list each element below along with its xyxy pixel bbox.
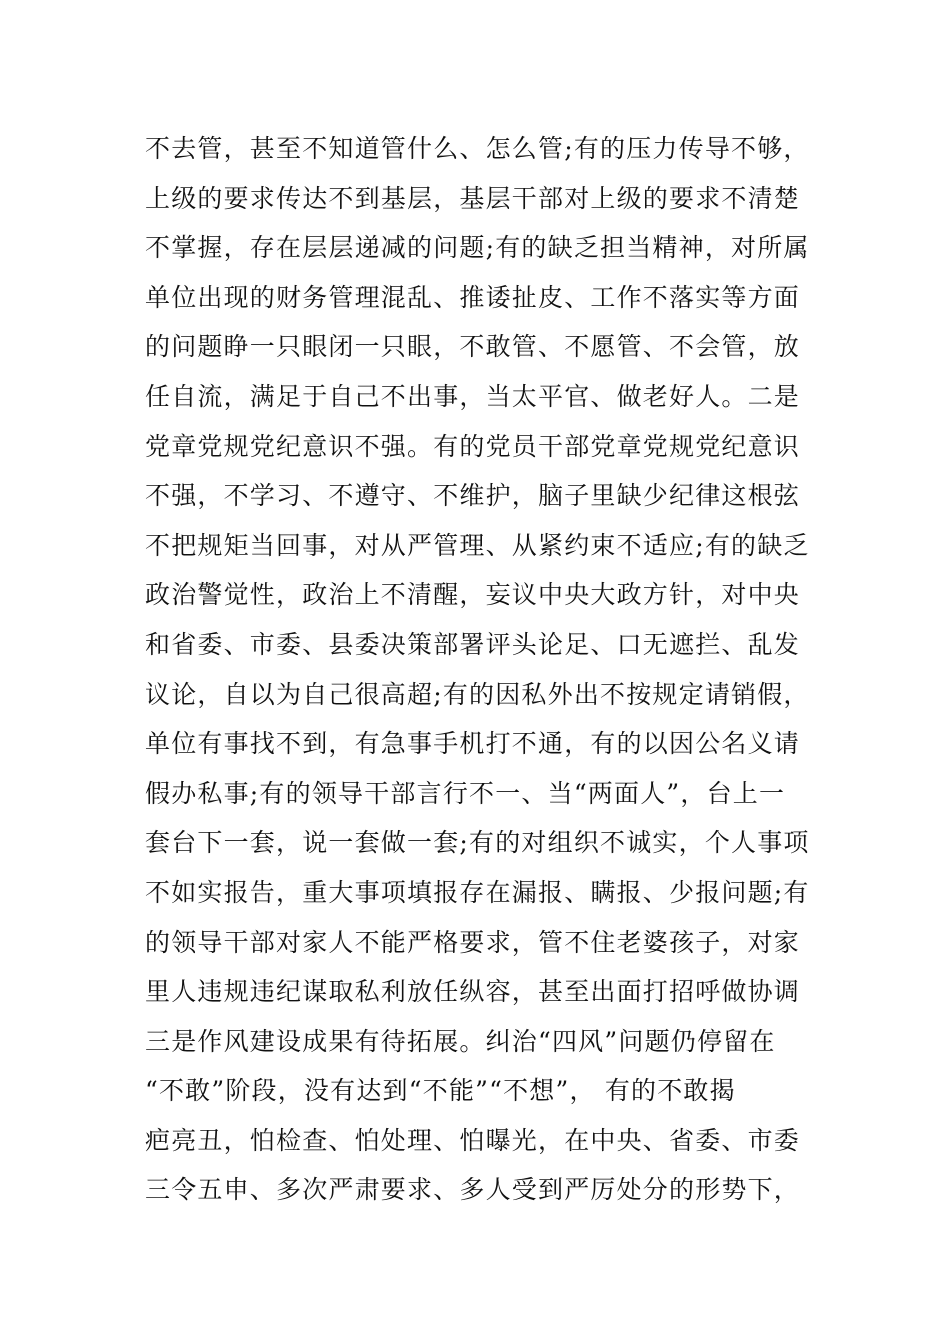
text-line: 假办私事;有的领导干部言行不一、当“两面人”，台上一 <box>145 778 786 808</box>
text-line: 不如实报告，重大事项填报存在漏报、瞒报、少报问题;有 <box>145 877 810 907</box>
text-line: 疤亮丑，怕检查、怕处理、怕曝光，在中央、省委、市委 <box>145 1125 801 1155</box>
text-line: 不掌握，存在层层递减的问题;有的缺乏担当精神，对所属 <box>145 233 810 263</box>
text-line: 上级的要求传达不到基层，基层干部对上级的要求不清楚 <box>145 183 801 213</box>
text-line: 任自流，满足于自己不出事，当太平官、做老好人。二是 <box>145 381 801 411</box>
text-line: 套台下一套，说一套做一套;有的对组织不诚实，个人事项 <box>145 828 810 858</box>
body-text <box>145 127 815 1218</box>
text-line: 里人违规违纪谋取私利放任纵容，甚至出面打招呼做协调 <box>145 977 801 1007</box>
text-line: 不强，不学习、不遵守、不维护，脑子里缺少纪律这根弦 <box>145 481 801 511</box>
text-line: 的问题睁一只眼闭一只眼，不敢管、不愿管、不会管，放 <box>145 332 801 362</box>
text-line: 三是作风建设成果有待拓展。纠治“四风”问题仍停留在 <box>145 1026 776 1056</box>
text-line: 的领导干部对家人不能严格要求，管不住老婆孩子，对家 <box>145 927 801 957</box>
text-line: 单位有事找不到，有急事手机打不通，有的以因公名义请 <box>145 729 801 759</box>
text-line: 党章党规党纪意识不强。有的党员干部党章党规党纪意识 <box>145 431 801 461</box>
text-line: 单位出现的财务管理混乱、推诿扯皮、工作不落实等方面 <box>145 282 801 312</box>
text-line: 议论，自以为自己很高超;有的因私外出不按规定请销假， <box>145 679 810 709</box>
text-line: 政治警觉性，政治上不清醒，妄议中央大政方针，对中央 <box>145 580 801 610</box>
text-line: 不把规矩当回事，对从严管理、从紧约束不适应;有的缺乏 <box>145 530 810 560</box>
text-line: 不去管，甚至不知道管什么、怎么管;有的压力传导不够， <box>145 134 810 163</box>
text-line: 和省委、市委、县委决策部署评头论足、口无遮拦、乱发 <box>145 629 801 659</box>
text-line: “不敢”阶段，没有达到“不能”“不想”， 有的不敢揭 <box>145 1076 736 1106</box>
text-line: 三令五申、多次严肃要求、多人受到严厉处分的形势下， <box>145 1175 801 1205</box>
